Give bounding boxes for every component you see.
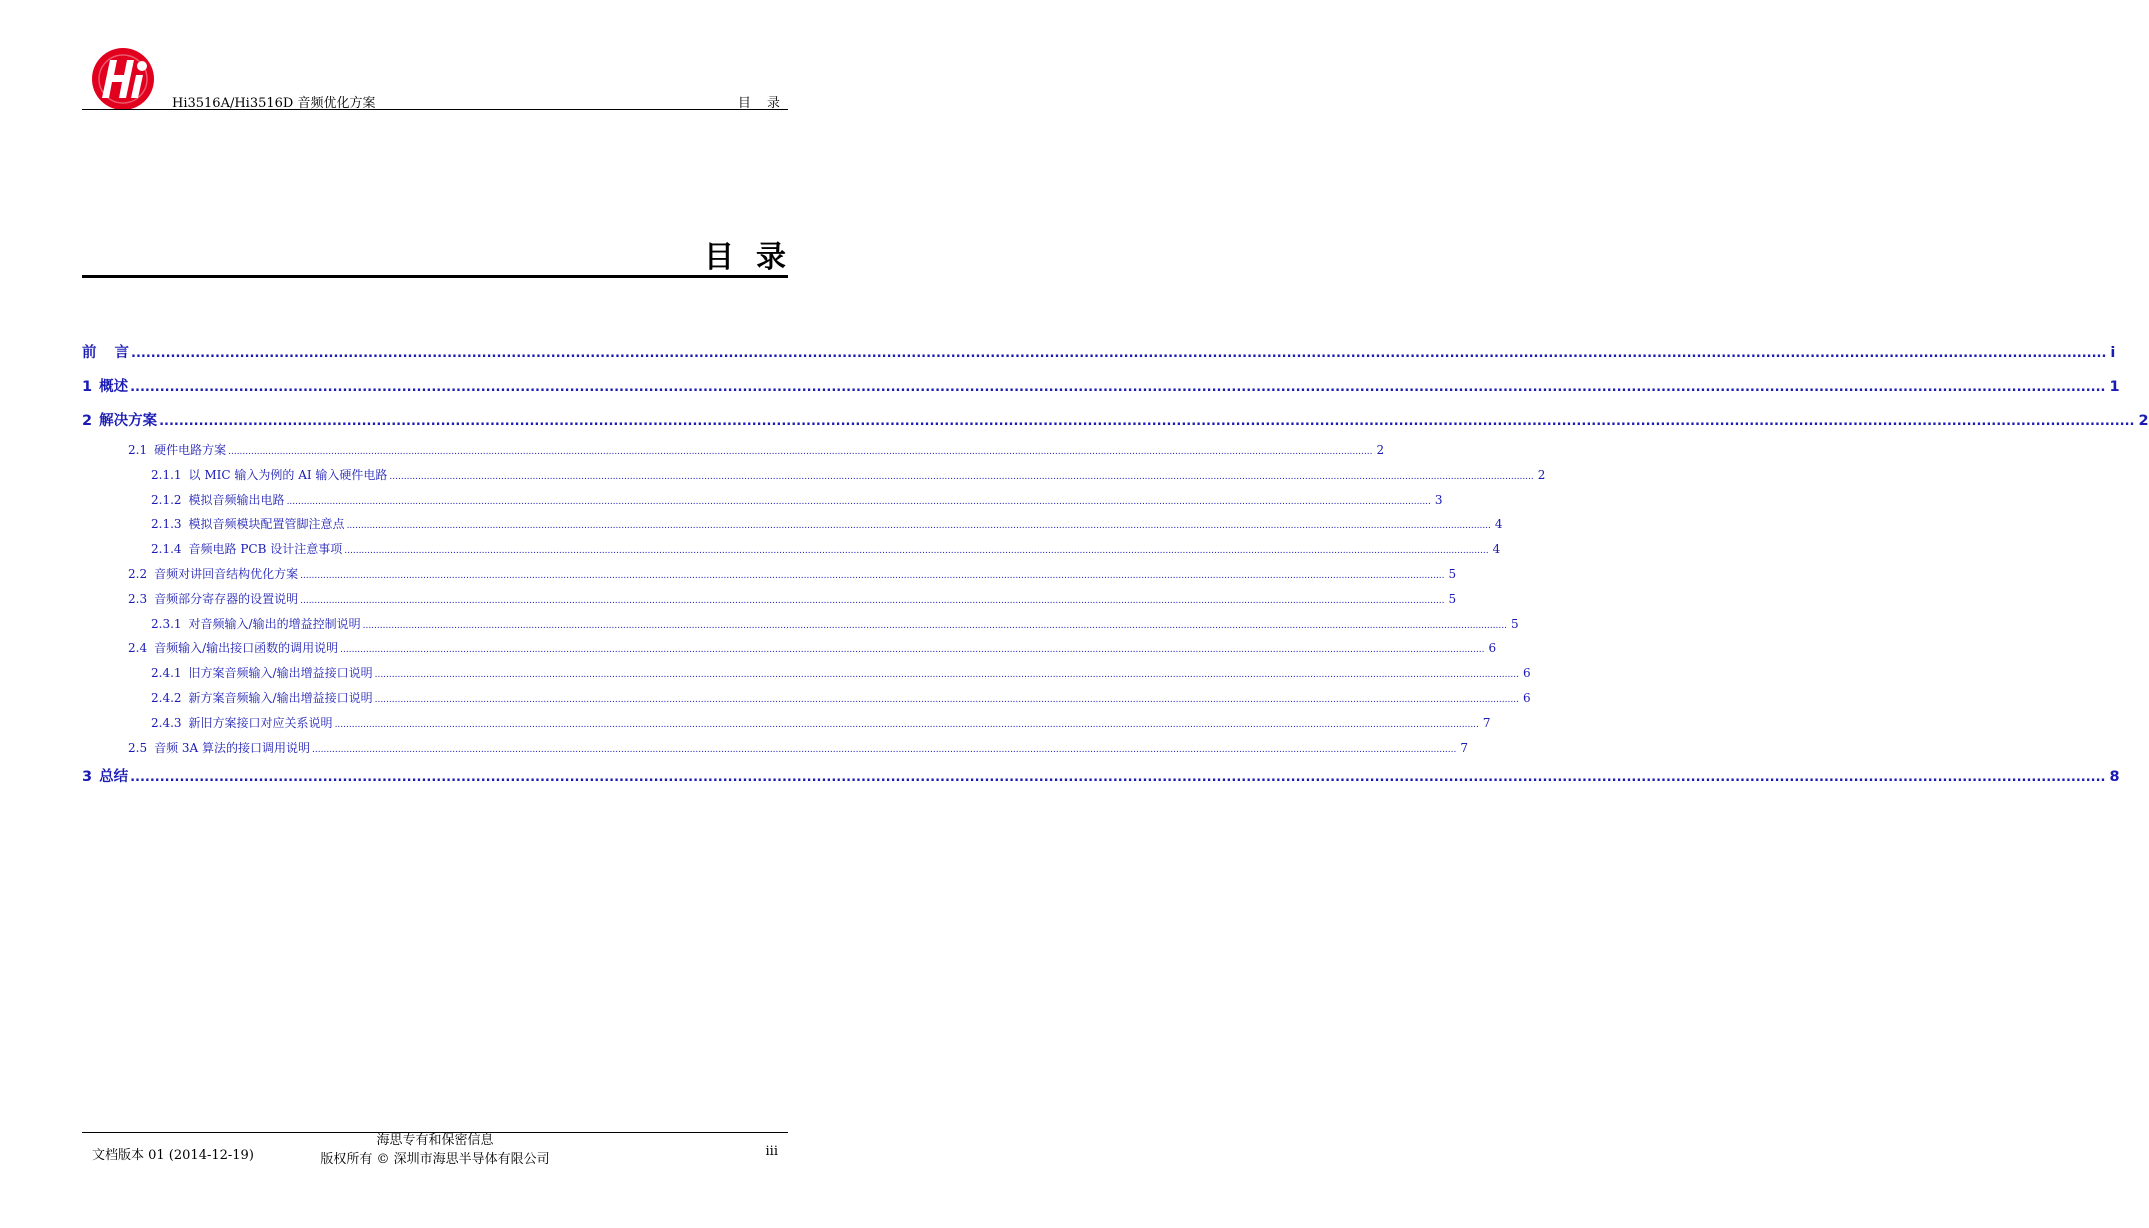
table-of-contents — [82, 336, 2149, 794]
toc-leader-dots: ................................................................................................................................................................................................................................................................................................................................................................................................................ — [300, 570, 1445, 581]
toc-entry-page: 1 — [2109, 379, 2120, 395]
toc-leader-dots: ................................................................................................................................................................................................................................................................................................................................................................................................................ — [312, 744, 1457, 755]
toc-entry-number: 2.2 — [128, 566, 148, 581]
toc-entry[interactable] — [82, 404, 2149, 438]
toc-entry-page: 5 — [1448, 566, 1457, 581]
toc-entry-page: 6 — [1522, 690, 1531, 705]
toc-entry[interactable] — [82, 336, 2116, 370]
toc-entry-number: 3 — [82, 769, 93, 786]
toc-entry[interactable] — [82, 711, 1491, 736]
toc-entry-number: 2.4.2 — [151, 690, 182, 705]
toc-entry-number: 2.4 — [128, 641, 148, 656]
toc-entry-page: 4 — [1494, 517, 1503, 532]
toc-leader-dots: ................................................................................................................................................................................................................................................................................................................................................................................................................ — [362, 620, 1507, 631]
toc-entry-number: 2.1.2 — [151, 492, 182, 507]
header-section: 目 录 — [737, 96, 786, 111]
toc-entry-page: 2 — [1376, 443, 1385, 457]
toc-entry[interactable] — [82, 438, 1385, 463]
toc-entry-page: 4 — [1492, 542, 1501, 557]
toc-entry-title: 音频对讲回音结构优化方案 — [154, 566, 299, 581]
toc-entry-page: 2 — [1537, 467, 1546, 482]
toc-entry-page: 3 — [1434, 492, 1443, 507]
hisilicon-logo — [88, 46, 158, 112]
toc-leader-dots: ................................................................................................................................................................................................................................................................................................................................................................................................................ — [340, 645, 1485, 656]
toc-entry[interactable] — [82, 562, 1457, 587]
toc-entry[interactable] — [82, 760, 2120, 794]
toc-leader-dots: ................................................................................................................................................................................................................................................................................................................................................................................................................ — [389, 471, 1534, 482]
toc-entry[interactable] — [82, 612, 1519, 637]
toc-leader-dots: ................................................................................................................................................................................................................................................................................................................................................................................................................ — [300, 595, 1445, 606]
toc-entry-page: 7 — [1482, 715, 1491, 730]
toc-entry-page: 5 — [1448, 591, 1457, 606]
footer-page-number: iii — [765, 1144, 778, 1159]
toc-entry-page: 6 — [1522, 666, 1531, 681]
toc-entry[interactable] — [82, 537, 1501, 562]
toc-entry-title: 音频部分寄存器的设置说明 — [154, 591, 299, 606]
toc-entry-number: 1 — [82, 379, 93, 395]
toc-entry-title: 模拟音频模块配置管脚注意点 — [188, 517, 345, 532]
toc-leader-dots: ................................................................................................................................................................................................................................................................................................................................................................................................................ — [334, 719, 1479, 730]
toc-entry[interactable] — [82, 370, 2120, 404]
toc-leader-dots: ................................................................................................................................................................................................................................................................................................................................................................................................................ — [346, 521, 1491, 532]
header-doc-title: Hi3516A/Hi3516D 音频优化方案 — [172, 96, 376, 111]
toc-entry-title: 旧方案音频输入/输出增益接口说明 — [188, 666, 373, 681]
toc-entry-page: 2 — [2138, 413, 2149, 429]
toc-entry-page: i — [2110, 345, 2116, 361]
toc-entry[interactable] — [82, 587, 1457, 612]
toc-leader-dots: ................................................................................................................................................................................................................................................................................................................................................................................................................ — [130, 380, 2106, 395]
toc-entry-title: 新旧方案接口对应关系说明 — [188, 715, 333, 730]
toc-entry[interactable] — [82, 636, 1497, 661]
toc-leader-dots: ................................................................................................................................................................................................................................................................................................................................................................................................................ — [374, 694, 1519, 705]
title-rule — [82, 275, 788, 278]
toc-leader-dots: ................................................................................................................................................................................................................................................................................................................................................................................................................ — [228, 447, 1373, 457]
toc-entry-title: 概述 — [99, 379, 129, 395]
toc-entry-title: 新方案音频输入/输出增益接口说明 — [188, 690, 373, 705]
toc-entry[interactable] — [82, 736, 1469, 761]
toc-entry-page: 6 — [1488, 641, 1497, 656]
toc-leader-dots: ................................................................................................................................................................................................................................................................................................................................................................................................................ — [131, 346, 2107, 361]
toc-entry[interactable] — [82, 463, 1546, 488]
toc-entry-title: 对音频输入/输出的增益控制说明 — [188, 616, 361, 631]
footer-copyright: 版权所有 © 深圳市海思半导体有限公司 — [320, 1152, 550, 1167]
footer-confidential: 海思专有和保密信息 — [376, 1133, 494, 1148]
toc-entry-page: 8 — [2109, 769, 2120, 786]
toc-entry-title: 音频 3A 算法的接口调用说明 — [154, 740, 311, 755]
toc-entry[interactable] — [82, 686, 1531, 711]
page-title: 目录 — [704, 240, 808, 275]
toc-entry[interactable] — [82, 512, 1503, 537]
toc-entry-title: 音频输入/输出接口函数的调用说明 — [154, 641, 339, 656]
footer-version: 文档版本 01 (2014-12-19) — [92, 1148, 254, 1163]
toc-leader-dots: ................................................................................................................................................................................................................................................................................................................................................................................................................ — [286, 496, 1431, 507]
toc-entry-title: 总结 — [99, 769, 129, 786]
toc-leader-dots: ................................................................................................................................................................................................................................................................................................................................................................................................................ — [374, 670, 1519, 681]
toc-entry-number: 2.1 — [128, 443, 148, 457]
toc-entry-title: 音频电路 PCB 设计注意事项 — [188, 542, 343, 557]
toc-entry-title: 硬件电路方案 — [154, 443, 227, 457]
toc-leader-dots: ................................................................................................................................................................................................................................................................................................................................................................................................................ — [344, 546, 1489, 557]
toc-leader-dots: ................................................................................................................................................................................................................................................................................................................................................................................................................ — [130, 770, 2106, 786]
toc-entry-number: 2.4.1 — [151, 666, 182, 681]
toc-entry-number: 2.1.3 — [151, 517, 182, 532]
toc-entry-title: 言 — [114, 345, 129, 361]
footer-center — [300, 1131, 570, 1169]
toc-leader-dots: ................................................................................................................................................................................................................................................................................................................................................................................................................ — [159, 414, 2135, 429]
toc-entry-number: 前 — [82, 345, 97, 361]
toc-entry[interactable] — [82, 488, 1443, 513]
toc-entry-number: 2.5 — [128, 740, 148, 755]
toc-entry[interactable] — [82, 661, 1531, 686]
toc-entry-number: 2.3.1 — [151, 616, 182, 631]
toc-entry-page: 7 — [1460, 740, 1469, 755]
toc-entry-title: 解决方案 — [99, 413, 158, 429]
toc-entry-title: 模拟音频输出电路 — [188, 492, 285, 507]
header-divider — [82, 109, 788, 110]
toc-entry-number: 2.1.4 — [151, 542, 182, 557]
toc-entry-number: 2 — [82, 413, 93, 429]
toc-entry-page: 5 — [1510, 616, 1519, 631]
toc-entry-title: 以 MIC 输入为例的 AI 输入硬件电路 — [188, 467, 388, 482]
toc-entry-number: 2.1.1 — [151, 467, 182, 482]
toc-entry-number: 2.4.3 — [151, 715, 182, 730]
toc-entry-number: 2.3 — [128, 591, 148, 606]
